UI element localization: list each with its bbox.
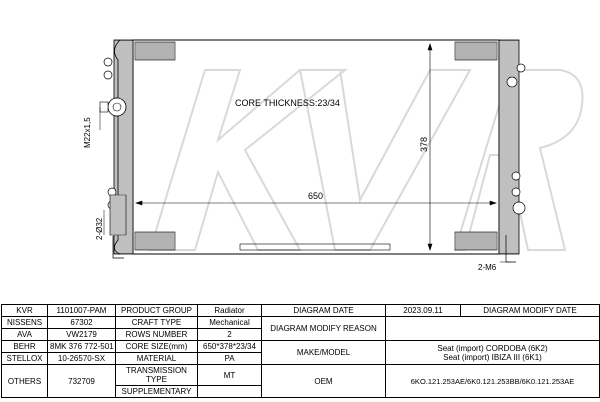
supplementary-value (198, 386, 262, 398)
core-thickness-label: CORE THICKNESS:23/34 (235, 98, 340, 108)
core-size-label: CORE SIZE(mm) (116, 341, 198, 353)
diagram-date-value: 2023.09.11 (386, 305, 461, 316)
oem-value: 6KO.121.253AE/6K0.121.253BB/6K0.121.253AE (386, 365, 600, 398)
oem-label: OEM (262, 365, 386, 398)
craft-type-label: CRAFT TYPE (116, 317, 198, 329)
diagram-date-cell (386, 305, 600, 317)
right-tank (499, 40, 525, 262)
product-group-label: PRODUCT GROUP (116, 305, 198, 317)
make-model-line-1: Seat (import) CORDOBA (6K2) (437, 343, 548, 353)
stellox-value: 10-26570-SX (48, 353, 116, 365)
nissens-value: 67302 (48, 317, 116, 329)
height-dimension-label: 378 (419, 136, 429, 152)
behr-label: BEHR (2, 341, 48, 353)
make-model-value (386, 341, 600, 365)
diagram-modify-reason-value (386, 317, 600, 341)
thread-label: M22x1,5 (83, 117, 92, 148)
radiator-core (133, 40, 499, 254)
craft-type-value: Mechanical (198, 317, 262, 329)
diagram-date-label: DIAGRAM DATE (262, 305, 386, 317)
make-model-label: MAKE/MODEL (262, 341, 386, 365)
ava-value: VW2179 (48, 329, 116, 341)
width-dimension (136, 201, 496, 205)
material-value: PA (198, 353, 262, 365)
supplementary-label: SUPPLEMENTARY (116, 386, 198, 398)
left-tank (100, 40, 133, 258)
core-size-value: 650*378*23/34 (198, 341, 262, 353)
others-value: 732709 (48, 365, 116, 398)
diagram-modify-date-label: DIAGRAM MODIFY DATE (483, 306, 577, 315)
top-fin-blocks (135, 42, 497, 250)
make-model-line-2: Seat (import) IBIZA III (6K1) (443, 352, 542, 362)
material-label: MATERIAL (116, 353, 198, 365)
ava-label: AVA (2, 329, 48, 341)
behr-value: 8MK 376 772-501 (48, 341, 116, 353)
mount-label: 2-M6 (478, 263, 497, 272)
others-label: OTHERS (2, 365, 48, 398)
diagram-modify-reason-label: DIAGRAM MODIFY REASON (262, 317, 386, 341)
product-group-value: Radiator (198, 305, 262, 317)
stellox-label: STELLOX (2, 353, 48, 365)
rows-number-value: 2 (198, 329, 262, 341)
rows-number-label: ROWS NUMBER (116, 329, 198, 341)
bore-label: 2-Ø32 (95, 217, 104, 240)
width-dimension-label: 650 (308, 191, 324, 201)
transmission-label: TRANSMISSION TYPE (116, 365, 198, 386)
kvr-label: KVR (2, 305, 48, 317)
spec-table (1, 304, 600, 398)
transmission-value: MT (198, 365, 262, 386)
nissens-label: NISSENS (2, 317, 48, 329)
kvr-value: 1101007-PAM (48, 305, 116, 317)
